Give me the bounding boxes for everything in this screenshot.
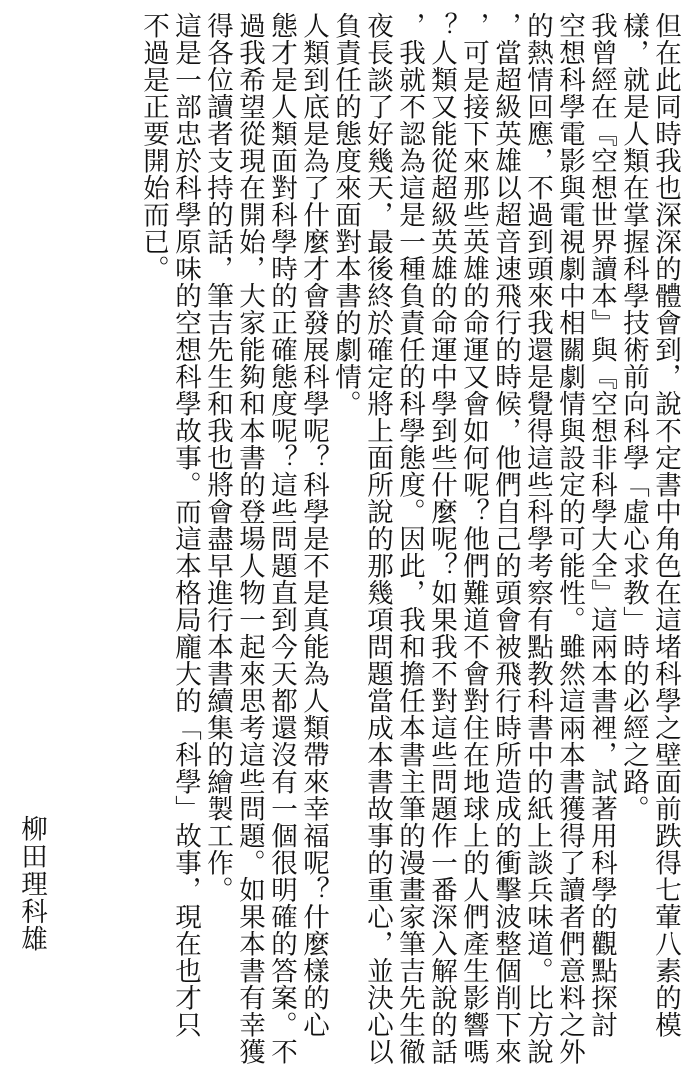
text-line: 空想科學電影與電視劇中相關劇情與設定的可能性。雖然這兩本書獲得了讀者們意料之外 bbox=[554, 12, 585, 1065]
text-line: ，可是接下來那些英雄的命運又會如何呢？他們難道不會對住在地球上的人們產生影響嗎 bbox=[458, 12, 489, 1065]
text-line: 樣，就是人類在掌握科學技術前向科學「虛心求教」時的必經之路。 bbox=[618, 12, 649, 822]
text-line: 態才是人類面對科學時的正確態度呢？這些問題直到今天都還沒有一個很明確的答案。不 bbox=[266, 12, 297, 1065]
text-line: 我曾經在『空想世界讀本』與『空想非科學大全』這兩本書裡，試著用科學的觀點探討 bbox=[586, 12, 617, 1038]
text-line: 但在此同時我也深深的體會到，說不定書中角色在這堵科學之壁面前跌得七葷八素的模 bbox=[650, 12, 681, 1038]
text-line: ，當超級英雄以超音速飛行的時候，他們自己的頭會被飛行時所造成的衝擊波整個削下來 bbox=[490, 12, 521, 1065]
body-text bbox=[11, 12, 681, 1065]
text-line: ，我就不認為這是一種負責任的科學態度。因此，我和擔任本書主筆的漫畫家筆吉先生徹 bbox=[394, 12, 425, 1065]
text-line: ？人類又能從超級英雄的命運中學到些什麼呢？如果我不對這些問題作一番深入解說的話 bbox=[426, 12, 457, 1065]
text-line: 過我希望從現在開始，大家能夠和本書的登場人物一起來思考這些問題。如果本書有幸獲 bbox=[234, 12, 265, 1065]
text-line: 這是一部忠於科學原味的空想科學故事。而這本格局龐大的「科學」故事，現在也才只 bbox=[170, 12, 201, 1038]
text-line: 負責任的態度來面對本書的劇情。 bbox=[330, 12, 361, 417]
text-line: 不過是正要開始而已。 bbox=[138, 12, 169, 282]
text-line: 得各位讀者支持的話，筆吉先生和我也將會盡早進行本書續集的繪製工作。 bbox=[202, 12, 233, 903]
text-line: 夜長談了好幾天，最後終於確定將上面所說的那幾項問題當成本書故事的重心，並決心以 bbox=[362, 12, 393, 1065]
author-signature: 柳田理科雄 bbox=[16, 815, 47, 953]
text-line: 的熱情回應，不過到頭來我還是覺得這些科學考察有點教科書中的紙上談兵味道。比方說 bbox=[522, 12, 553, 1065]
text-line: 人類到底是為了什麼才會發展科學呢？科學是不是真能為人類帶來幸福呢？什麼樣的心 bbox=[298, 12, 329, 1038]
